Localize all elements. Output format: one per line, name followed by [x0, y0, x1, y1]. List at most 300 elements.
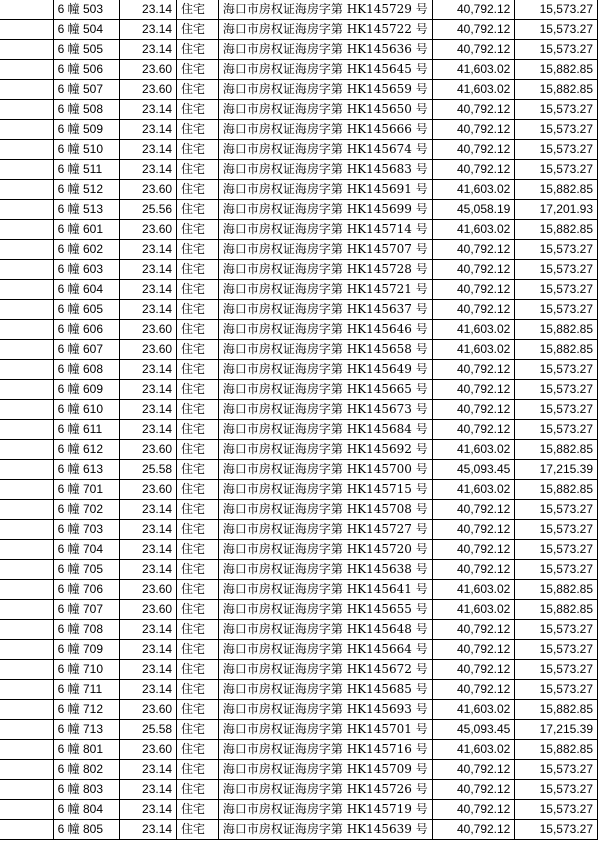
value-cell: 40,792.12	[432, 300, 515, 320]
certificate-cell: 海口市房权证海房字第 HK145637 号	[218, 300, 432, 320]
table-row	[0, 60, 598, 80]
certificate-cell: 海口市房权证海房字第 HK145683 号	[218, 160, 432, 180]
value2-cell: 15,573.27	[515, 120, 598, 140]
value-cell: 41,603.02	[432, 440, 515, 460]
area-cell: 25.56	[120, 200, 177, 220]
table-row	[0, 620, 598, 640]
table-row	[0, 320, 598, 340]
value-cell: 40,792.12	[432, 520, 515, 540]
value2-cell: 15,573.27	[515, 780, 598, 800]
area-cell: 23.14	[120, 100, 177, 120]
value-cell: 40,792.12	[432, 360, 515, 380]
row-spacer-cell	[0, 640, 53, 660]
table-row	[0, 80, 598, 100]
value-cell: 41,603.02	[432, 340, 515, 360]
area-cell: 23.14	[120, 120, 177, 140]
usage-cell: 住宅	[177, 180, 219, 200]
value2-cell: 17,215.39	[515, 720, 598, 740]
certificate-cell: 海口市房权证海房字第 HK145638 号	[218, 560, 432, 580]
table-row	[0, 780, 598, 800]
usage-cell: 住宅	[177, 720, 219, 740]
unit-cell: 6 幢 608	[53, 360, 120, 380]
unit-cell: 6 幢 803	[53, 780, 120, 800]
value2-cell: 15,573.27	[515, 140, 598, 160]
certificate-cell: 海口市房权证海房字第 HK145729 号	[218, 0, 432, 20]
row-spacer-cell	[0, 360, 53, 380]
certificate-cell: 海口市房权证海房字第 HK145658 号	[218, 340, 432, 360]
usage-cell: 住宅	[177, 440, 219, 460]
certificate-cell: 海口市房权证海房字第 HK145659 号	[218, 80, 432, 100]
area-cell: 23.14	[120, 40, 177, 60]
value-cell: 45,093.45	[432, 720, 515, 740]
row-spacer-cell	[0, 320, 53, 340]
value-cell: 40,792.12	[432, 620, 515, 640]
area-cell: 23.14	[120, 240, 177, 260]
certificate-cell: 海口市房权证海房字第 HK145684 号	[218, 420, 432, 440]
usage-cell: 住宅	[177, 360, 219, 380]
area-cell: 23.60	[120, 340, 177, 360]
usage-cell: 住宅	[177, 560, 219, 580]
certificate-cell: 海口市房权证海房字第 HK145672 号	[218, 660, 432, 680]
row-spacer-cell	[0, 680, 53, 700]
unit-cell: 6 幢 601	[53, 220, 120, 240]
table-row	[0, 800, 598, 820]
usage-cell: 住宅	[177, 500, 219, 520]
value-cell: 40,792.12	[432, 500, 515, 520]
value2-cell: 15,573.27	[515, 540, 598, 560]
certificate-cell: 海口市房权证海房字第 HK145646 号	[218, 320, 432, 340]
unit-cell: 6 幢 506	[53, 60, 120, 80]
value2-cell: 15,573.27	[515, 620, 598, 640]
value2-cell: 15,573.27	[515, 820, 598, 840]
area-cell: 23.14	[120, 640, 177, 660]
usage-cell: 住宅	[177, 0, 219, 20]
usage-cell: 住宅	[177, 620, 219, 640]
row-spacer-cell	[0, 500, 53, 520]
certificate-cell: 海口市房权证海房字第 HK145720 号	[218, 540, 432, 560]
row-spacer-cell	[0, 20, 53, 40]
row-spacer-cell	[0, 380, 53, 400]
table-row	[0, 240, 598, 260]
value-cell: 40,792.12	[432, 640, 515, 660]
value-cell: 41,603.02	[432, 60, 515, 80]
certificate-cell: 海口市房权证海房字第 HK145716 号	[218, 740, 432, 760]
certificate-cell: 海口市房权证海房字第 HK145728 号	[218, 260, 432, 280]
certificate-cell: 海口市房权证海房字第 HK145664 号	[218, 640, 432, 660]
unit-cell: 6 幢 510	[53, 140, 120, 160]
unit-cell: 6 幢 606	[53, 320, 120, 340]
usage-cell: 住宅	[177, 580, 219, 600]
value-cell: 41,603.02	[432, 600, 515, 620]
value2-cell: 15,573.27	[515, 800, 598, 820]
usage-cell: 住宅	[177, 20, 219, 40]
certificate-cell: 海口市房权证海房字第 HK145666 号	[218, 120, 432, 140]
value-cell: 40,792.12	[432, 160, 515, 180]
usage-cell: 住宅	[177, 740, 219, 760]
unit-cell: 6 幢 602	[53, 240, 120, 260]
usage-cell: 住宅	[177, 320, 219, 340]
unit-cell: 6 幢 712	[53, 700, 120, 720]
usage-cell: 住宅	[177, 400, 219, 420]
certificate-cell: 海口市房权证海房字第 HK145693 号	[218, 700, 432, 720]
area-cell: 25.58	[120, 720, 177, 740]
table-row	[0, 440, 598, 460]
value-cell: 40,792.12	[432, 260, 515, 280]
value2-cell: 17,201.93	[515, 200, 598, 220]
row-spacer-cell	[0, 560, 53, 580]
usage-cell: 住宅	[177, 640, 219, 660]
unit-cell: 6 幢 610	[53, 400, 120, 420]
certificate-cell: 海口市房权证海房字第 HK145639 号	[218, 820, 432, 840]
unit-cell: 6 幢 605	[53, 300, 120, 320]
row-spacer-cell	[0, 160, 53, 180]
value2-cell: 15,573.27	[515, 380, 598, 400]
table-row	[0, 260, 598, 280]
value2-cell: 15,573.27	[515, 360, 598, 380]
value2-cell: 15,573.27	[515, 20, 598, 40]
row-spacer-cell	[0, 720, 53, 740]
certificate-cell: 海口市房权证海房字第 HK145685 号	[218, 680, 432, 700]
usage-cell: 住宅	[177, 460, 219, 480]
row-spacer-cell	[0, 600, 53, 620]
usage-cell: 住宅	[177, 820, 219, 840]
unit-cell: 6 幢 707	[53, 600, 120, 620]
row-spacer-cell	[0, 200, 53, 220]
unit-cell: 6 幢 513	[53, 200, 120, 220]
unit-cell: 6 幢 805	[53, 820, 120, 840]
area-cell: 23.14	[120, 280, 177, 300]
area-cell: 23.60	[120, 440, 177, 460]
value2-cell: 15,882.85	[515, 580, 598, 600]
unit-cell: 6 幢 710	[53, 660, 120, 680]
usage-cell: 住宅	[177, 680, 219, 700]
row-spacer-cell	[0, 660, 53, 680]
certificate-cell: 海口市房权证海房字第 HK145692 号	[218, 440, 432, 460]
table-row	[0, 140, 598, 160]
usage-cell: 住宅	[177, 540, 219, 560]
usage-cell: 住宅	[177, 340, 219, 360]
value2-cell: 15,882.85	[515, 320, 598, 340]
unit-cell: 6 幢 604	[53, 280, 120, 300]
row-spacer-cell	[0, 220, 53, 240]
unit-cell: 6 幢 613	[53, 460, 120, 480]
usage-cell: 住宅	[177, 480, 219, 500]
value-cell: 40,792.12	[432, 420, 515, 440]
value-cell: 40,792.12	[432, 20, 515, 40]
value-cell: 40,792.12	[432, 140, 515, 160]
area-cell: 23.60	[120, 320, 177, 340]
value2-cell: 15,882.85	[515, 600, 598, 620]
area-cell: 23.14	[120, 780, 177, 800]
area-cell: 23.60	[120, 600, 177, 620]
table-row	[0, 720, 598, 740]
usage-cell: 住宅	[177, 200, 219, 220]
usage-cell: 住宅	[177, 80, 219, 100]
row-spacer-cell	[0, 440, 53, 460]
unit-cell: 6 幢 702	[53, 500, 120, 520]
unit-cell: 6 幢 713	[53, 720, 120, 740]
row-spacer-cell	[0, 340, 53, 360]
certificate-cell: 海口市房权证海房字第 HK145714 号	[218, 220, 432, 240]
certificate-cell: 海口市房权证海房字第 HK145648 号	[218, 620, 432, 640]
value-cell: 40,792.12	[432, 780, 515, 800]
unit-cell: 6 幢 708	[53, 620, 120, 640]
value2-cell: 15,573.27	[515, 100, 598, 120]
value-cell: 40,792.12	[432, 820, 515, 840]
area-cell: 23.14	[120, 540, 177, 560]
area-cell: 23.14	[120, 420, 177, 440]
certificate-cell: 海口市房权证海房字第 HK145719 号	[218, 800, 432, 820]
row-spacer-cell	[0, 400, 53, 420]
usage-cell: 住宅	[177, 220, 219, 240]
row-spacer-cell	[0, 120, 53, 140]
row-spacer-cell	[0, 100, 53, 120]
certificate-cell: 海口市房权证海房字第 HK145645 号	[218, 60, 432, 80]
value2-cell: 15,573.27	[515, 40, 598, 60]
value-cell: 41,603.02	[432, 80, 515, 100]
row-spacer-cell	[0, 40, 53, 60]
table-row	[0, 600, 598, 620]
unit-cell: 6 幢 609	[53, 380, 120, 400]
value2-cell: 15,573.27	[515, 280, 598, 300]
table-row	[0, 580, 598, 600]
row-spacer-cell	[0, 760, 53, 780]
certificate-cell: 海口市房权证海房字第 HK145701 号	[218, 720, 432, 740]
certificate-cell: 海口市房权证海房字第 HK145709 号	[218, 760, 432, 780]
certificate-cell: 海口市房权证海房字第 HK145699 号	[218, 200, 432, 220]
row-spacer-cell	[0, 580, 53, 600]
table-row	[0, 220, 598, 240]
row-spacer-cell	[0, 700, 53, 720]
table-row	[0, 560, 598, 580]
certificate-cell: 海口市房权证海房字第 HK145636 号	[218, 40, 432, 60]
usage-cell: 住宅	[177, 520, 219, 540]
table-row	[0, 500, 598, 520]
value2-cell: 15,573.27	[515, 520, 598, 540]
usage-cell: 住宅	[177, 380, 219, 400]
value2-cell: 15,573.27	[515, 560, 598, 580]
usage-cell: 住宅	[177, 40, 219, 60]
row-spacer-cell	[0, 180, 53, 200]
table-row	[0, 760, 598, 780]
value2-cell: 15,882.85	[515, 700, 598, 720]
area-cell: 25.58	[120, 460, 177, 480]
area-cell: 23.60	[120, 580, 177, 600]
row-spacer-cell	[0, 620, 53, 640]
table-row	[0, 540, 598, 560]
area-cell: 23.14	[120, 380, 177, 400]
certificate-cell: 海口市房权证海房字第 HK145691 号	[218, 180, 432, 200]
value-cell: 40,792.12	[432, 800, 515, 820]
area-cell: 23.60	[120, 700, 177, 720]
table-row	[0, 0, 598, 20]
usage-cell: 住宅	[177, 160, 219, 180]
value2-cell: 17,215.39	[515, 460, 598, 480]
area-cell: 23.14	[120, 760, 177, 780]
unit-cell: 6 幢 801	[53, 740, 120, 760]
certificate-cell: 海口市房权证海房字第 HK145674 号	[218, 140, 432, 160]
value-cell: 40,792.12	[432, 120, 515, 140]
area-cell: 23.14	[120, 160, 177, 180]
area-cell: 23.60	[120, 80, 177, 100]
value2-cell: 15,573.27	[515, 500, 598, 520]
unit-cell: 6 幢 701	[53, 480, 120, 500]
value2-cell: 15,573.27	[515, 660, 598, 680]
area-cell: 23.14	[120, 0, 177, 20]
row-spacer-cell	[0, 540, 53, 560]
row-spacer-cell	[0, 480, 53, 500]
value-cell: 45,058.19	[432, 200, 515, 220]
value-cell: 40,792.12	[432, 760, 515, 780]
certificate-cell: 海口市房权证海房字第 HK145715 号	[218, 480, 432, 500]
usage-cell: 住宅	[177, 260, 219, 280]
table-row	[0, 820, 598, 840]
usage-cell: 住宅	[177, 780, 219, 800]
value-cell: 41,603.02	[432, 700, 515, 720]
certificate-cell: 海口市房权证海房字第 HK145665 号	[218, 380, 432, 400]
usage-cell: 住宅	[177, 420, 219, 440]
unit-cell: 6 幢 704	[53, 540, 120, 560]
table-row	[0, 280, 598, 300]
value2-cell: 15,573.27	[515, 240, 598, 260]
value2-cell: 15,882.85	[515, 80, 598, 100]
certificate-cell: 海口市房权证海房字第 HK145700 号	[218, 460, 432, 480]
table-row	[0, 700, 598, 720]
value-cell: 41,603.02	[432, 320, 515, 340]
unit-cell: 6 幢 505	[53, 40, 120, 60]
usage-cell: 住宅	[177, 660, 219, 680]
area-cell: 23.14	[120, 20, 177, 40]
usage-cell: 住宅	[177, 800, 219, 820]
table-row	[0, 300, 598, 320]
table-row	[0, 460, 598, 480]
unit-cell: 6 幢 507	[53, 80, 120, 100]
usage-cell: 住宅	[177, 140, 219, 160]
unit-cell: 6 幢 511	[53, 160, 120, 180]
row-spacer-cell	[0, 460, 53, 480]
value-cell: 40,792.12	[432, 660, 515, 680]
table-row	[0, 160, 598, 180]
usage-cell: 住宅	[177, 60, 219, 80]
table-row	[0, 480, 598, 500]
table-row	[0, 120, 598, 140]
unit-cell: 6 幢 612	[53, 440, 120, 460]
certificate-cell: 海口市房权证海房字第 HK145726 号	[218, 780, 432, 800]
unit-cell: 6 幢 802	[53, 760, 120, 780]
value2-cell: 15,882.85	[515, 480, 598, 500]
table-row	[0, 740, 598, 760]
table-row	[0, 40, 598, 60]
certificate-cell: 海口市房权证海房字第 HK145649 号	[218, 360, 432, 380]
usage-cell: 住宅	[177, 760, 219, 780]
row-spacer-cell	[0, 260, 53, 280]
row-spacer-cell	[0, 80, 53, 100]
value2-cell: 15,573.27	[515, 680, 598, 700]
row-spacer-cell	[0, 820, 53, 840]
unit-cell: 6 幢 611	[53, 420, 120, 440]
unit-cell: 6 幢 503	[53, 0, 120, 20]
row-spacer-cell	[0, 520, 53, 540]
area-cell: 23.14	[120, 560, 177, 580]
area-cell: 23.60	[120, 60, 177, 80]
row-spacer-cell	[0, 800, 53, 820]
unit-cell: 6 幢 607	[53, 340, 120, 360]
value-cell: 40,792.12	[432, 280, 515, 300]
area-cell: 23.14	[120, 820, 177, 840]
unit-cell: 6 幢 703	[53, 520, 120, 540]
area-cell: 23.60	[120, 480, 177, 500]
value-cell: 40,792.12	[432, 560, 515, 580]
unit-cell: 6 幢 504	[53, 20, 120, 40]
certificate-cell: 海口市房权证海房字第 HK145707 号	[218, 240, 432, 260]
usage-cell: 住宅	[177, 300, 219, 320]
value-cell: 40,792.12	[432, 40, 515, 60]
row-spacer-cell	[0, 0, 53, 20]
value-cell: 40,792.12	[432, 400, 515, 420]
value2-cell: 15,882.85	[515, 180, 598, 200]
row-spacer-cell	[0, 140, 53, 160]
value2-cell: 15,573.27	[515, 0, 598, 20]
area-cell: 23.14	[120, 400, 177, 420]
certificate-cell: 海口市房权证海房字第 HK145655 号	[218, 600, 432, 620]
table-row	[0, 380, 598, 400]
row-spacer-cell	[0, 280, 53, 300]
area-cell: 23.14	[120, 300, 177, 320]
area-cell: 23.14	[120, 680, 177, 700]
row-spacer-cell	[0, 780, 53, 800]
value-cell: 40,792.12	[432, 380, 515, 400]
area-cell: 23.14	[120, 260, 177, 280]
value2-cell: 15,573.27	[515, 420, 598, 440]
value2-cell: 15,573.27	[515, 300, 598, 320]
certificate-cell: 海口市房权证海房字第 HK145673 号	[218, 400, 432, 420]
unit-cell: 6 幢 603	[53, 260, 120, 280]
usage-cell: 住宅	[177, 120, 219, 140]
area-cell: 23.14	[120, 140, 177, 160]
certificate-cell: 海口市房权证海房字第 HK145708 号	[218, 500, 432, 520]
usage-cell: 住宅	[177, 600, 219, 620]
value-cell: 41,603.02	[432, 480, 515, 500]
row-spacer-cell	[0, 300, 53, 320]
value-cell: 40,792.12	[432, 240, 515, 260]
value2-cell: 15,882.85	[515, 740, 598, 760]
value-cell: 40,792.12	[432, 100, 515, 120]
certificate-cell: 海口市房权证海房字第 HK145650 号	[218, 100, 432, 120]
area-cell: 23.14	[120, 620, 177, 640]
area-cell: 23.14	[120, 500, 177, 520]
area-cell: 23.14	[120, 520, 177, 540]
value2-cell: 15,882.85	[515, 340, 598, 360]
table-row	[0, 200, 598, 220]
table-row	[0, 340, 598, 360]
area-cell: 23.60	[120, 180, 177, 200]
certificate-cell: 海口市房权证海房字第 HK145727 号	[218, 520, 432, 540]
value2-cell: 15,573.27	[515, 160, 598, 180]
area-cell: 23.60	[120, 220, 177, 240]
usage-cell: 住宅	[177, 100, 219, 120]
value2-cell: 15,573.27	[515, 760, 598, 780]
area-cell: 23.14	[120, 360, 177, 380]
unit-cell: 6 幢 706	[53, 580, 120, 600]
area-cell: 23.60	[120, 740, 177, 760]
value-cell: 41,603.02	[432, 580, 515, 600]
area-cell: 23.14	[120, 660, 177, 680]
table-row	[0, 640, 598, 660]
row-spacer-cell	[0, 240, 53, 260]
row-spacer-cell	[0, 420, 53, 440]
area-cell: 23.14	[120, 800, 177, 820]
value-cell: 40,792.12	[432, 0, 515, 20]
